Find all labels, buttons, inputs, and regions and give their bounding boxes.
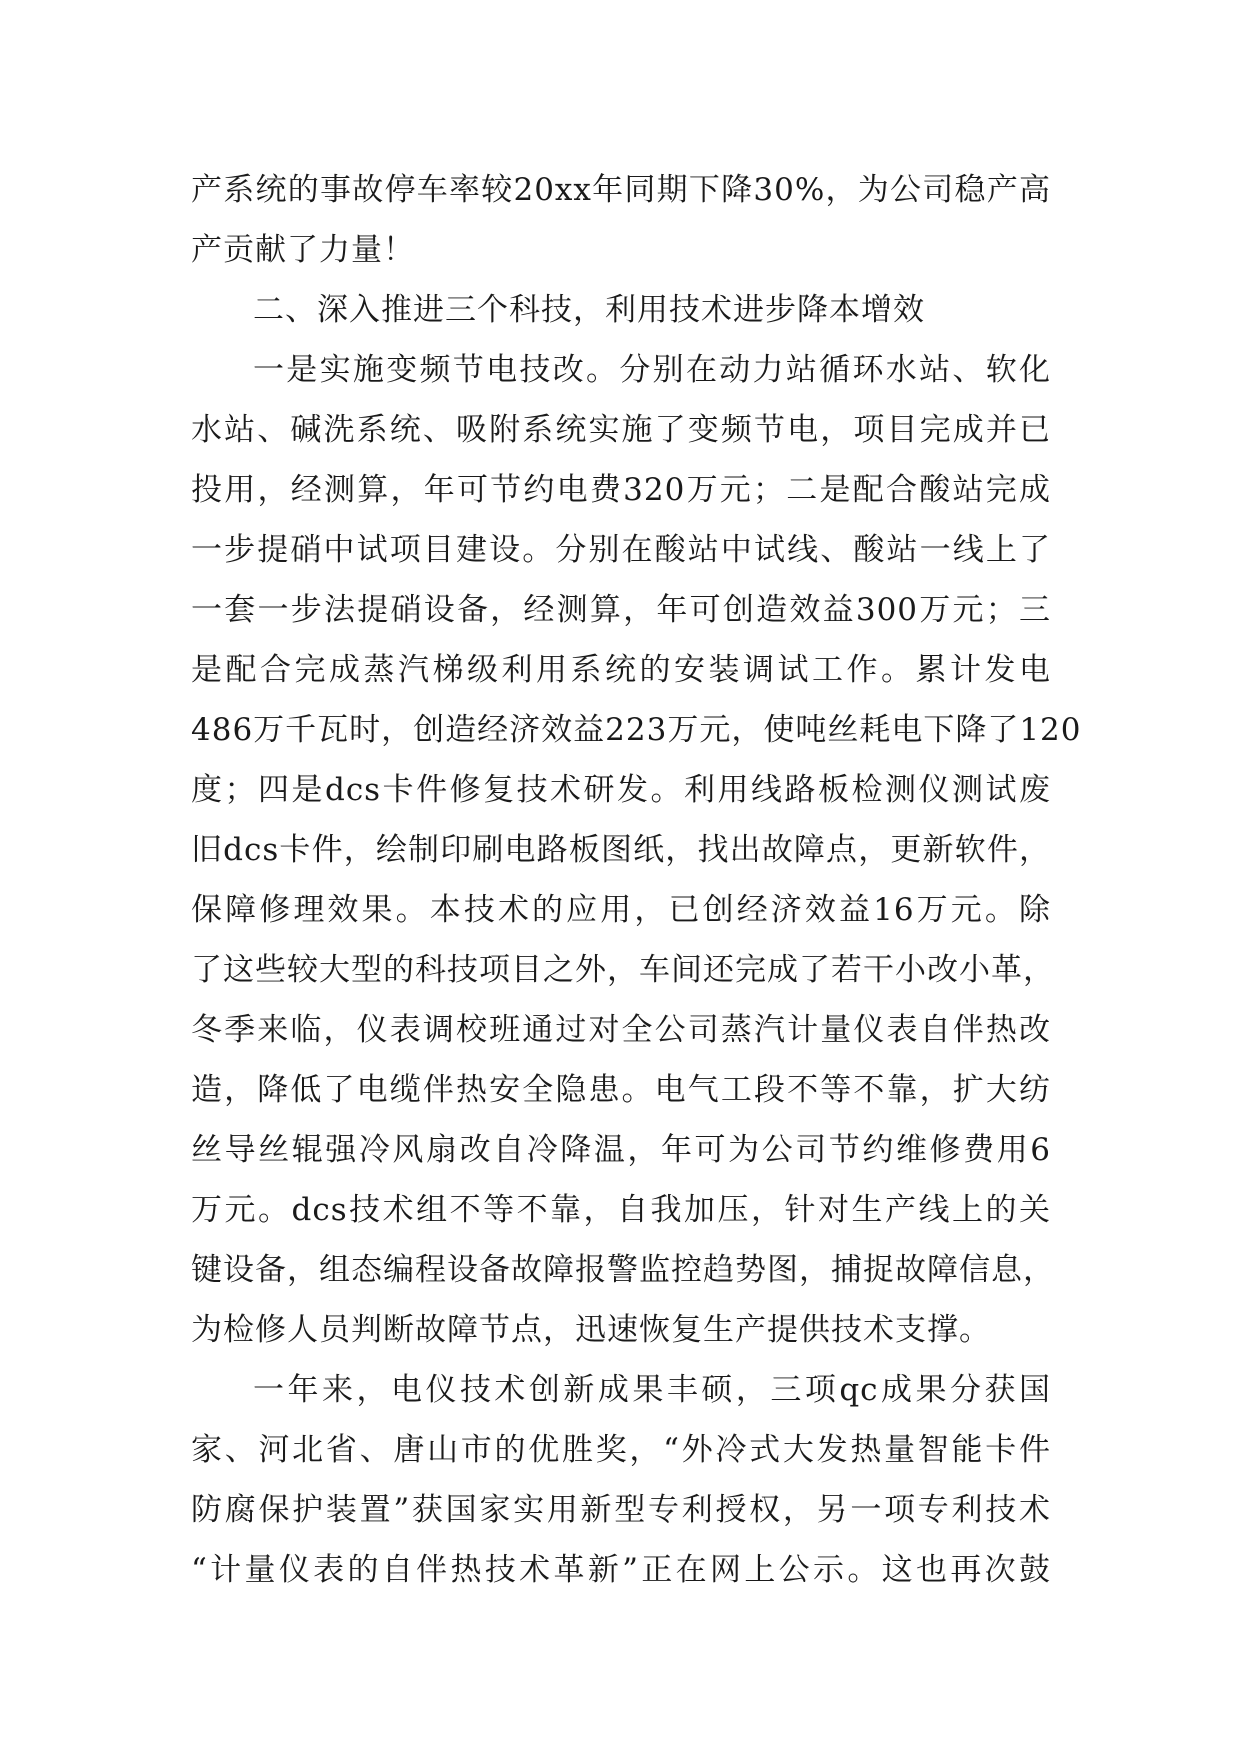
text-line: 了这些较大型的科技项目之外，车间还完成了若干小改小革， (191, 952, 1055, 988)
text-line: 旧dcs卡件，绘制印刷电路板图纸，找出故障点，更新软件， (191, 832, 1051, 868)
text-line: 冬季来临，仪表调校班通过对全公司蒸汽计量仪表自伴热改 (191, 1012, 1051, 1048)
text-line: 造，降低了电缆伴热安全隐患。电气工段不等不靠，扩大纺 (191, 1072, 1051, 1108)
text-line: 丝导丝辊强冷风扇改自冷降温，年可为公司节约维修费用6 (191, 1132, 1051, 1168)
text-line: 产贡献了力量！ (191, 232, 415, 268)
text-line: 二、深入推进三个科技，利用技术进步降本增效 (253, 292, 925, 328)
text-line: 水站、碱洗系统、吸附系统实施了变频节电，项目完成并已 (191, 412, 1051, 448)
text-line: 486万千瓦时，创造经济效益223万元，使吨丝耗电下降了120 (191, 712, 1082, 748)
text-line: “计量仪表的自伴热技术革新”正在网上公示。这也再次鼓 (191, 1552, 1051, 1588)
text-line: 保障修理效果。本技术的应用，已创经济效益16万元。除 (191, 892, 1051, 928)
text-line: 防腐保护装置”获国家实用新型专利授权，另一项专利技术 (191, 1492, 1051, 1528)
text-line: 家、河北省、唐山市的优胜奖，“外冷式大发热量智能卡件 (191, 1432, 1051, 1468)
text-line: 一步提硝中试项目建设。分别在酸站中试线、酸站一线上了 (191, 532, 1051, 568)
document-body (191, 160, 1082, 1600)
text-line: 一是实施变频节电技改。分别在动力站循环水站、软化 (253, 352, 1051, 388)
text-line: 一套一步法提硝设备，经测算，年可创造效益300万元；三 (191, 592, 1051, 628)
text-line: 一年来，电仪技术创新成果丰硕，三项qc成果分获国 (253, 1372, 1051, 1408)
text-line: 度；四是dcs卡件修复技术研发。利用线路板检测仪测试废 (191, 772, 1051, 808)
text-line: 为检修人员判断故障节点，迅速恢复生产提供技术支撑。 (191, 1312, 991, 1348)
text-line: 产系统的事故停车率较20xx年同期下降30%，为公司稳产高 (191, 172, 1051, 208)
text-line: 投用，经测算，年可节约电费320万元；二是配合酸站完成 (191, 472, 1051, 508)
text-line: 键设备，组态编程设备故障报警监控趋势图，捕捉故障信息， (191, 1252, 1055, 1288)
text-line: 万元。dcs技术组不等不靠，自我加压，针对生产线上的关 (191, 1192, 1051, 1228)
text-line: 是配合完成蒸汽梯级利用系统的安装调试工作。累计发电 (191, 652, 1051, 688)
